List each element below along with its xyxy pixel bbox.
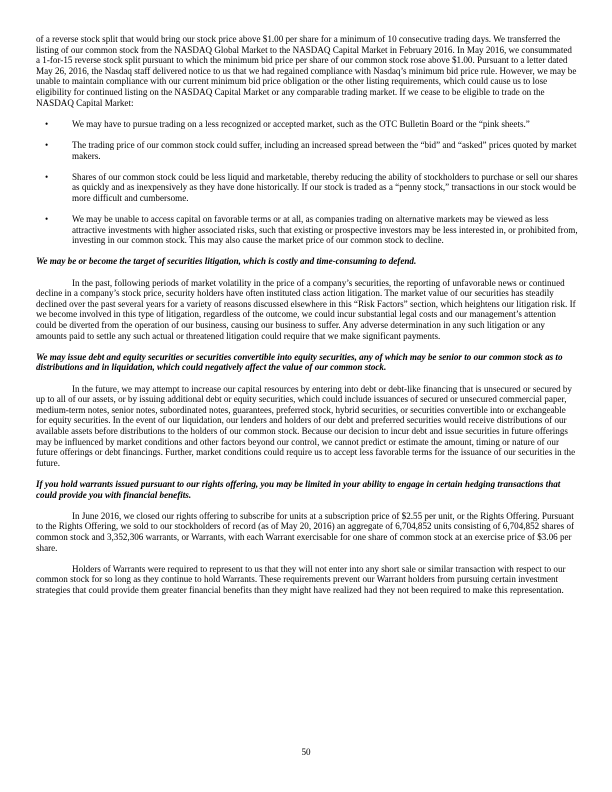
bullet-symbol: • [45, 214, 49, 225]
bullet-item [36, 214, 578, 246]
bullet-item [36, 119, 578, 130]
bullet-item [36, 140, 578, 161]
section-heading-debt-equity: We may issue debt and equity securities or securities convertible into equity securities, any of which may be senior to our common stock as to distributions and in liquidation, which could negatively affect the value of our common stock. [36, 351, 563, 373]
bullet-text: We may have to pursue trading on a less recognized or accepted market, such as the OTC Bulletin Board or the “pink sheets.” [72, 118, 530, 129]
bullet-item [36, 172, 578, 204]
section-paragraph: In June 2016, we closed our rights offering to subscribe for units at a subscription price of $2.55 per unit, or the Rights Offering. Pursuant to the Rights Offering, we sold to our stockholders of record (as of May 20, 2016) an aggregate of 6,704,852 units consisting of 6,704,852 shares of common stock and 3,352,306 warrants, or Warrants, with each Warrant exercisable for one share of common stock at an exercise price of $3.06 per share. [36, 510, 575, 553]
section-paragraph: Holders of Warrants were required to represent to us that they will not enter into any short sale or similar transaction with respect to our common stock for so long as they continue to hold Warrants. These requirements prevent our Warrant holders from pursuing certain investment strategies that could provide them greater financial benefits than they might have realized had they not been required to make this representation. [36, 563, 566, 595]
bullet-text: The trading price of our common stock could suffer, including an increased spread between the “bid” and “asked” prices quoted by market makers. [72, 139, 577, 161]
bullet-symbol: • [45, 118, 49, 129]
section-paragraph: In the future, we may attempt to increase our capital resources by entering into debt or debt-like financing that is unsecured or secured by up to all of our assets, or by issuing additional debt or equity securities, which could include issuances of secured or unsecured commercial paper, medium-term notes, senior notes, subordinated notes, guarantees, preferred stock, hybrid securities, or securities convertible into or exchangeable for equity securities. In the event of our liquidation, our lenders and holders of our debt and preferred securities would receive distributions of our available assets before distributions to the holders of our common stock. Because our decision to incur debt and issue securities in future offerings may be influenced by market conditions and other factors beyond our control, we cannot predict or estimate the amount, timing or nature of our future offerings or debt financings. Further, market conditions could require us to accept less favorable terms for the issuance of our securities in the future. [36, 383, 576, 468]
page-number: 50 [301, 747, 311, 757]
intro-paragraph: of a reverse stock split that would bring our stock price above $1.00 per share for a minimum of 10 consecutive trading days. We transferred the listing of our common stock from the NASDAQ Global Market to the NASDAQ Capital Market in February 2016. In May 2016, we consummated a 1-for-15 reverse stock split pursuant to which the minimum bid price per share of our common stock rose above $1.00. Pursuant to a letter dated May 26, 2016, the Nasdaq staff delivered notice to us that we had regained compliance with Nasdaq’s minimum bid price rule. However, we may be unable to maintain compliance with our current minimum bid price obligation or the other listing requirements, which could cause us to lose eligibility for continued listing on the NASDAQ Capital Market or any comparable trading market. If we cease to be eligible to trade on the NASDAQ Capital Market: [36, 34, 577, 108]
bullet-symbol: • [45, 139, 49, 150]
document-page [36, 34, 578, 606]
bullet-text: Shares of our common stock could be less liquid and marketable, thereby reducing the ability of stockholders to purchase or sell our shares as quickly and as inexpensively as they have done historically. If our stock is traded as a “penny stock,” transactions in our stock would be more difficult and cumbersome. [72, 171, 578, 203]
section-heading-litigation: We may be or become the target of securities litigation, which is costly and time-consuming to defend. [36, 256, 417, 267]
bullet-list [36, 119, 578, 246]
section-heading-warrants: If you hold warrants issued pursuant to our rights offering, you may be limited in your ability to engage in certain hedging transactions that could provide you with financial benefits. [36, 478, 561, 500]
section-paragraph: In the past, following periods of market volatility in the price of a company’s securities, the reporting of unfavorable news or continued decline in a company’s stock price, security holders have often instituted class action litigation. The market value of our securities has steadily declined over the past several years for a variety of reasons discussed elsewhere in this “Risk Factors” section, which heightens our litigation risk. If we become involved in this type of litigation, regardless of the outcome, we could incur substantial legal costs and our management’s attention could be diverted from the operation of our business, causing our business to suffer. Any adverse determination in any such litigation or any amounts paid to settle any such actual or threatened litigation could require that we make significant payments. [36, 277, 576, 341]
bullet-text: We may be unable to access capital on favorable terms or at all, as companies trading on alternative markets may be viewed as less attractive investments with higher associated risks, such that existing or prospective investors may be less interested in, or prohibited from, investing in our common stock. This may also cause the market price of our common stock to decline. [72, 214, 578, 246]
bullet-symbol: • [45, 171, 49, 182]
